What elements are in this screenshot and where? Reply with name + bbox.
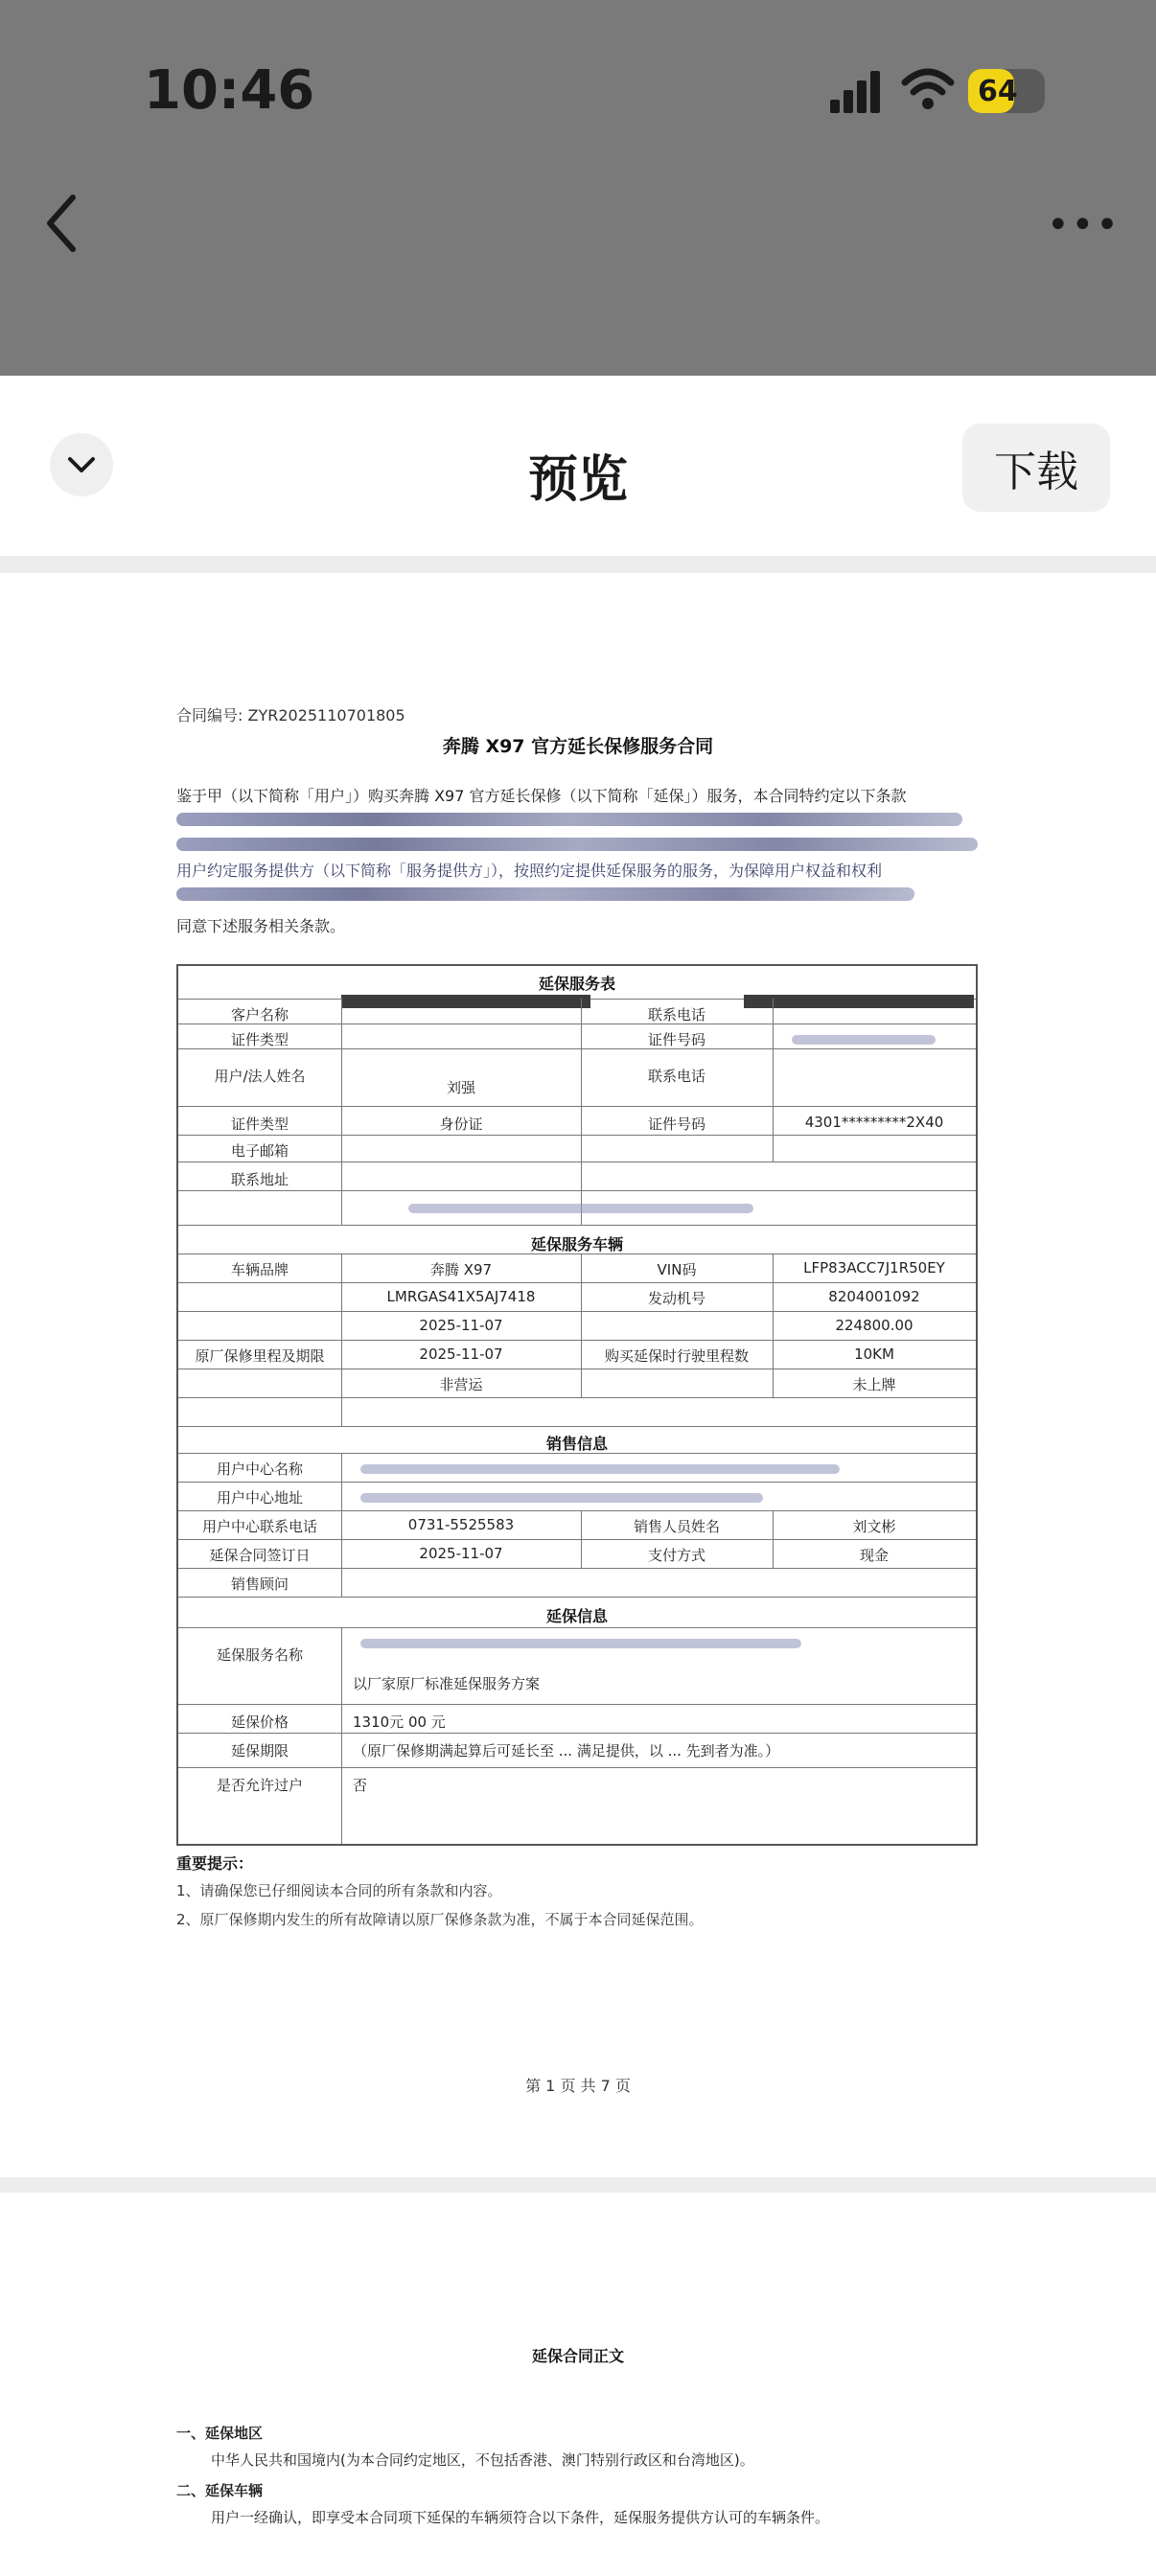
intro-line: 鉴于甲（以下简称「用户」）购买奔腾 X97 官方延长保修（以下简称「延保」）服务，本合同特约定以下条款 [176,787,907,805]
cellular-signal-icon [830,69,882,113]
cell-value: 8204001092 [828,1288,920,1305]
cell-label: 支付方式 [647,1547,705,1564]
cell-label: 证件号码 [647,1031,705,1048]
redacted-line [176,887,914,901]
cell-value: 奔腾 X97 [429,1261,493,1278]
cell-value: 2025-11-07 [419,1346,503,1363]
cell-label: 联系电话 [647,1006,705,1024]
cell-value: 2025-11-07 [419,1545,503,1562]
cell-label: 联系地址 [230,1171,289,1188]
contract-title: 奔腾 X97 官方延长保修服务合同 [442,736,714,757]
cell-label: 用户中心联系电话 [201,1518,317,1535]
note-item: 1、请确保您已仔细阅读本合同的所有条款和内容。 [176,1882,502,1899]
cell-value: 身份证 [439,1116,483,1133]
sheet-header [0,376,1156,556]
cell-label: 发动机号 [647,1290,705,1307]
redacted-value [408,1204,753,1213]
intro-line: 同意下述服务相关条款。 [176,917,346,935]
cell-value: 未上牌 [852,1376,896,1393]
cell-label: 销售顾问 [230,1576,289,1593]
page2-line: 二、延保车辆 [176,2482,264,2499]
redacted-value [360,1493,763,1503]
cell-value: （原厂保修期满起算后可延长至 ... 满足提供，以 ... 先到者为准。） [353,1742,780,1760]
cell-value: 现金 [859,1547,889,1564]
status-time: 10:46 [144,59,315,122]
cell-label: 用户中心名称 [216,1460,303,1478]
cell-value: 否 [353,1777,368,1794]
preview-sheet [0,376,1156,2526]
cell-label: 延保合同签订日 [209,1547,311,1564]
document-page-2 [0,2193,1156,2576]
cell-label: 联系电话 [647,1068,705,1085]
cell-value: 10KM [854,1346,894,1363]
notes-title: 重要提示： [176,1854,254,1873]
cell-label: 延保期限 [230,1742,289,1760]
cell-value: LFP83ACC7J1R50EY [803,1259,945,1276]
cell-label: 用户中心地址 [216,1489,303,1506]
cell-value: 0731-5525583 [407,1516,515,1533]
intro-line: 用户约定服务提供方（以下简称「服务提供方」），按照约定提供延保服务的服务，为保障用户权益和权利 [176,862,883,880]
cell-label: 用户/法人姓名 [214,1068,306,1085]
section-heading: 销售信息 [545,1435,608,1453]
download-button[interactable]: 下载 [962,424,1110,512]
cell-value: 刘文彬 [852,1518,896,1535]
cell-value: 2025-11-07 [419,1317,503,1334]
page-title: 预览 [527,451,628,509]
more-options-icon[interactable]: ••• [1047,203,1121,247]
cell-label: VIN码 [657,1261,697,1278]
cell-value: LMRGAS41X5AJ7418 [386,1288,536,1305]
page2-line: 一、延保地区 [176,2425,264,2442]
page2-line: 中华人民共和国境内(为本合同约定地区，不包括香港、澳门特别行政区和台湾地区)。 [211,2451,754,2469]
status-bar [0,0,1156,247]
page2-title: 延保合同正文 [531,2347,624,2365]
contract-table [176,964,978,1846]
cell-value: 1310元 00 元 [353,1714,446,1731]
redaction-bar [744,995,974,1008]
contract-number: 合同编号: ZYR2025110701805 [176,706,405,724]
battery-level: 64 [978,75,1018,108]
back-icon[interactable] [42,190,81,257]
redacted-value [360,1639,801,1648]
cell-label: 延保价格 [230,1714,289,1731]
note-item: 2、原厂保修期内发生的所有故障请以原厂保修条款为准，不属于本合同延保范围。 [176,1911,704,1928]
cell-label: 电子邮箱 [230,1142,289,1160]
cell-label: 证件号码 [647,1116,705,1133]
section-heading: 延保服务车辆 [530,1235,623,1254]
wifi-icon [901,65,955,111]
cell-label: 原厂保修里程及期限 [195,1347,325,1365]
cell-label: 客户名称 [230,1006,289,1024]
cell-label: 是否允许过户 [216,1777,303,1794]
cell-label: 车辆品牌 [230,1261,289,1278]
page-number: 第 1 页 共 7 页 [525,2077,631,2095]
document-page-1 [0,573,1156,2177]
redacted-line [176,838,978,851]
section-heading: 延保服务表 [538,975,615,993]
document-preview[interactable] [0,556,1156,2526]
page2-line: 用户一经确认，即享受本合同项下延保的车辆须符合以下条件，延保服务提供方认可的车辆条件。 [211,2509,830,2526]
cell-value: 刘强 [446,1079,475,1096]
cell-label: 销售人员姓名 [633,1518,720,1535]
battery-icon [968,69,1045,113]
section-heading: 延保信息 [545,1607,608,1625]
redaction-bar [341,995,590,1008]
cell-value: 4301*********2X40 [804,1114,944,1131]
redacted-line [176,813,962,826]
cell-label: 延保服务名称 [216,1646,303,1664]
redacted-value [360,1464,840,1474]
cell-value: 224800.00 [835,1317,913,1334]
cell-label: 证件类型 [230,1116,289,1133]
cell-value: 以厂家原厂标准延保服务方案 [353,1675,541,1692]
redacted-value [792,1035,936,1045]
cell-label: 证件类型 [230,1031,289,1048]
cell-value: 非营运 [439,1376,483,1393]
cell-label: 购买延保时行驶里程数 [604,1347,749,1365]
